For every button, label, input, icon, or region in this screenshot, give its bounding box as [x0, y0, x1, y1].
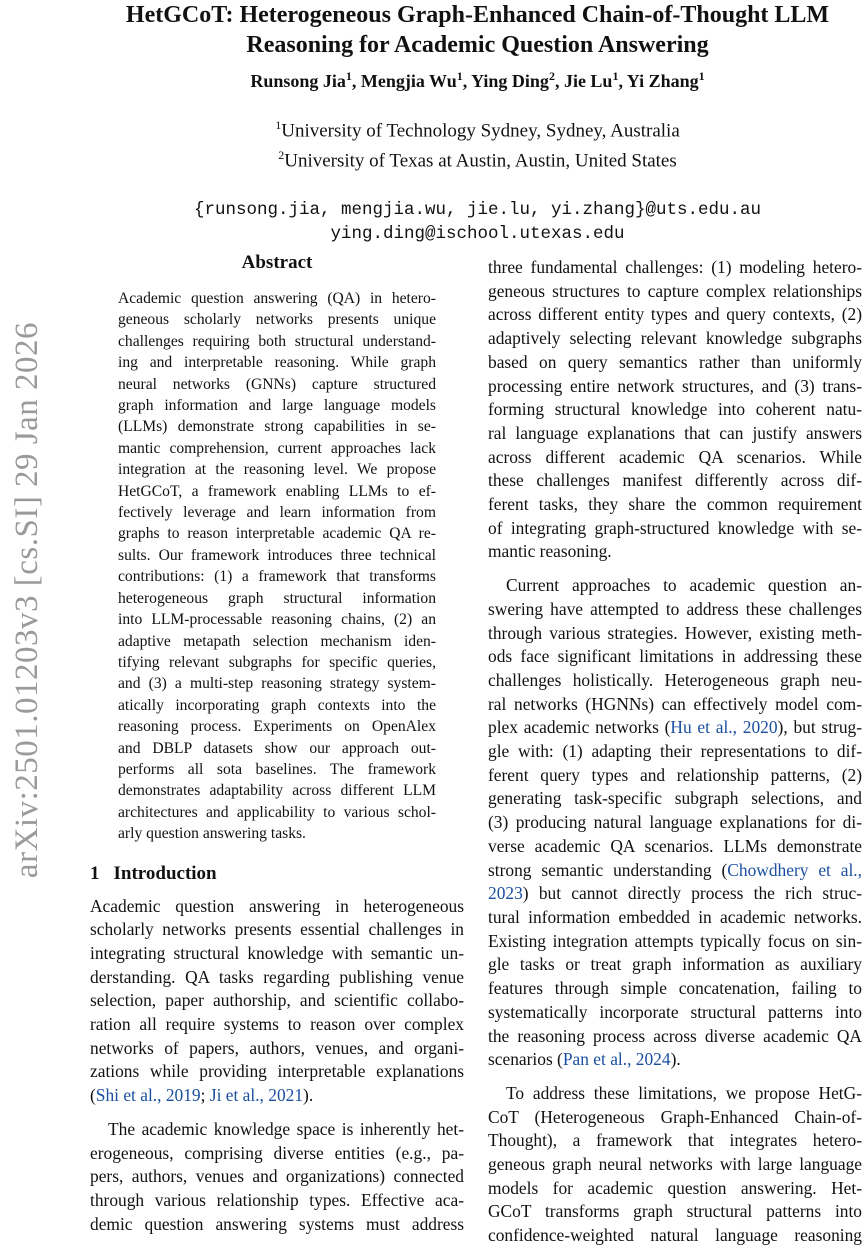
right-paragraph-3	[488, 1082, 862, 1248]
text-line: processing entire network structures, and (3) trans-	[488, 375, 862, 396]
text-line: based on query semantics rather than uniformly	[488, 351, 862, 372]
text-line: atically incorporating graph contexts into the	[118, 696, 436, 714]
text-line: graphs to reason interpretable academic QA re-	[118, 525, 436, 543]
text-line: ods face significant limitations in addressing these	[488, 646, 862, 667]
left-column	[90, 252, 464, 1236]
text-line: Academic question answering in heterogeneous	[90, 895, 464, 916]
text-line: networks of papers, authors, venues, and organi-	[90, 1037, 464, 1058]
text-line: (LLMs) demonstrate strong capabilities in se-	[118, 418, 436, 436]
text-line: fectively leverage and learn information from	[118, 504, 436, 522]
section-number: 1	[90, 862, 100, 884]
text-line: gle with: (1) adapting their representations to dif-	[488, 741, 862, 762]
text-line: contributions: (1) a framework that transforms	[118, 568, 436, 586]
text-line: demonstrates adaptability across different LLM	[118, 782, 436, 800]
text-line: challenges requiring both structural understand-	[118, 332, 436, 350]
text-line: models for academic question answering. Het-	[488, 1177, 862, 1198]
title-line: Reasoning for Academic Question Answering	[246, 32, 709, 58]
text-line: ral language explanations that can justify answers	[488, 422, 862, 443]
author-name: Runsong Jia	[250, 71, 346, 91]
text-line: (Shi et al., 2019; Ji et al., 2021).	[90, 1085, 314, 1106]
right-column	[488, 256, 862, 1248]
affiliation-mark: 2	[278, 148, 285, 163]
text-line: through various relationship types. Effective aca-	[90, 1190, 464, 1210]
citation-link[interactable]: Hu et al., 2020	[670, 717, 778, 738]
affiliations	[90, 113, 865, 174]
text-line: through various strategies. However, existing meth-	[488, 622, 862, 643]
section-title: Introduction	[113, 862, 217, 884]
text-line: Academic question answering (QA) in hetero-	[118, 290, 436, 307]
citation-link[interactable]: Shi et al., 2019	[95, 1085, 201, 1106]
text-line: arly question answering tasks.	[118, 825, 306, 843]
author-emails	[90, 198, 865, 246]
text-line: and DBLP datasets show our approach out-	[118, 739, 436, 757]
citation-link[interactable]: Pan et al., 2024	[562, 1049, 671, 1070]
text-line: ferent tasks, they share the common requirement	[488, 494, 862, 515]
affiliation	[90, 113, 865, 143]
text-line: mantic comprehension, current approaches lack	[118, 439, 436, 457]
affiliation-text: University of Technology Sydney, Sydney, Australia	[281, 120, 680, 142]
text-line: neural networks (GNNs) capture structured	[118, 375, 436, 393]
text-line: CoT (Heterogeneous Graph-Enhanced Chain-of-	[488, 1106, 862, 1127]
text-line: scenarios (Pan et al., 2024).	[488, 1049, 681, 1070]
text-line: strong semantic understanding (Chowdhery et al.,	[488, 859, 862, 880]
text-line: verse academic QA scenarios. LLMs demonstrate	[488, 835, 862, 856]
text-line: scholarly networks presents essential challenges in	[90, 919, 464, 940]
text-line: tural information embedded in academic networks.	[488, 906, 862, 927]
text-line: (3) producing natural language explanations for di-	[488, 812, 862, 833]
text-line: geneous scholarly networks presents unique	[118, 311, 436, 329]
abstract-body	[90, 288, 464, 845]
text-line: selection, paper authorship, and scientific collabo-	[90, 990, 464, 1011]
text-line: The academic knowledge space is inherently het-	[108, 1118, 464, 1139]
author-name: Yi Zhang	[626, 71, 699, 91]
citation-link[interactable]: 2023	[488, 883, 523, 904]
email-line: {runsong.jia, mengjia.wu, jie.lu, yi.zhang}@uts.edu.au	[193, 199, 762, 220]
text-line: graph information and large language models	[118, 397, 436, 415]
text-line: geneous structures to capture complex relationships	[488, 280, 862, 301]
text-line: Current approaches to academic question an-	[506, 575, 862, 596]
text-line: 2023) but cannot directly process the rich struc-	[488, 883, 862, 904]
citation-link[interactable]: Ji et al., 2021	[209, 1085, 304, 1106]
right-paragraph-1	[488, 256, 862, 564]
text-line: plex academic networks (Hu et al., 2020), but strug-	[488, 717, 863, 738]
text-line: erogeneous, comprising diverse entities (e.g., pa-	[90, 1142, 464, 1163]
text-line: three fundamental challenges: (1) modeling hetero-	[488, 257, 862, 277]
text-line: integration at the reasoning level. We propose	[118, 461, 436, 479]
paper-header	[90, 0, 865, 246]
text-line: heterogeneous graph structural information	[118, 589, 436, 607]
abstract-heading: Abstract	[241, 252, 313, 273]
text-line: reasoning process. Experiments on OpenAlex	[118, 718, 436, 736]
text-line: To address these limitations, we propose HetG-	[506, 1082, 862, 1103]
text-line: and (3) a multi-step reasoning strategy system-	[118, 675, 436, 693]
text-line: Existing integration attempts typically focus on sin-	[488, 930, 862, 951]
text-line: tifying relevant subgraphs for specific queries,	[118, 653, 436, 671]
author-name: Jie Lu	[563, 71, 613, 91]
text-line: zations while providing interpretable explanations	[90, 1061, 464, 1082]
text-line: adaptive metapath selection mechanism iden-	[118, 632, 436, 650]
affiliation-mark: 1	[275, 118, 282, 132]
author-affil-mark: 1	[456, 69, 463, 83]
text-line: architectures and applicability to various schol-	[118, 803, 436, 821]
text-line: ration all require systems to reason over complex	[90, 1014, 464, 1035]
author-affil-mark: 2	[548, 69, 555, 83]
text-line: the reasoning process across diverse academic QA	[488, 1025, 862, 1046]
text-line: into LLM-processable reasoning chains, (2) an	[118, 611, 436, 629]
text-line: ing and interpretable reasoning. While graph	[118, 354, 436, 372]
intro-paragraph-1-citation-line	[90, 1084, 464, 1108]
author-affil-mark: 1	[612, 69, 619, 83]
text-line: across different academic QA scenarios. While	[488, 446, 862, 467]
text-line: performs all sota baselines. The framework	[118, 760, 436, 778]
arxiv-identifier: arXiv:2501.01203v3 [cs.SI] 29 Jan 2026	[9, 321, 45, 879]
text-line: mantic reasoning.	[488, 541, 612, 562]
text-line: demic question answering systems must address	[90, 1213, 464, 1234]
section-heading-introduction	[90, 863, 464, 885]
text-line: of integrating graph-structured knowledge with se-	[488, 517, 862, 538]
intro-paragraph-2	[90, 1118, 464, 1237]
text-line: across different entity types and query contexts, (2)	[488, 304, 862, 325]
text-line: pers, authors, venues and organizations) connected	[90, 1166, 464, 1187]
text-line: challenges holistically. Heterogeneous graph neu-	[488, 669, 862, 690]
text-line: forming structural knowledge into coherent natu-	[488, 399, 862, 420]
affiliation	[90, 143, 865, 173]
author-affil-mark: 1	[698, 69, 705, 83]
author-list: Runsong Jia$^1$, Mengjia Wu$^1$, Ying Ding$^2$, Jie Lu$^1$, Yi Zhang$^1$	[250, 69, 705, 91]
right-paragraph-2	[488, 574, 862, 1072]
affiliation-text: University of Texas at Austin, Austin, United States	[284, 150, 677, 172]
text-line: GCoT transforms graph structural patterns into	[488, 1201, 862, 1222]
text-line: ral networks (HGNNs) can effectively model com-	[488, 693, 862, 714]
citation-link[interactable]: Chowdhery et al.,	[727, 859, 862, 880]
text-line: gle tasks or treat graph information as auxiliary	[488, 954, 862, 975]
text-line: adaptively selecting relevant knowledge subgraphs	[488, 328, 862, 349]
text-line: swering have attempted to address these challenges	[488, 598, 862, 619]
arxiv-stamp	[6, 260, 48, 940]
text-line: ferent query types and relationship patterns, (2)	[488, 764, 862, 785]
text-line: Thought), a framework that integrates hetero-	[488, 1130, 862, 1151]
email-line: ying.ding@ischool.utexas.edu	[330, 223, 625, 244]
text-line: systematically incorporate structural patterns into	[488, 1001, 862, 1022]
title-line: HetGCoT: Heterogeneous Graph-Enhanced Chain-of-Thought LLM	[125, 2, 830, 28]
text-line: sults. Our framework introduces three technical	[118, 546, 436, 564]
text-line: derstanding. QA tasks regarding publishing venue	[90, 966, 464, 987]
paper-title	[90, 0, 865, 60]
text-line: these challenges manifest differently across dif-	[488, 470, 862, 491]
author-name: Ying Ding	[471, 71, 549, 91]
text-line: geneous graph neural networks with large language	[488, 1154, 862, 1175]
author-affil-mark: 1	[345, 69, 352, 83]
text-line: generating task-specific subgraph selections, and	[488, 788, 862, 809]
intro-paragraph-1	[90, 895, 464, 1085]
text-line: features through simple concatenation, failing to	[488, 978, 862, 999]
text-line: integrating structural knowledge with semantic un-	[90, 942, 464, 963]
text-line: HetGCoT, a framework enabling LLMs to ef-	[118, 482, 436, 500]
author-name: Mengjia Wu	[360, 71, 457, 91]
text-line: confidence-weighted natural language reasoning	[488, 1225, 862, 1246]
